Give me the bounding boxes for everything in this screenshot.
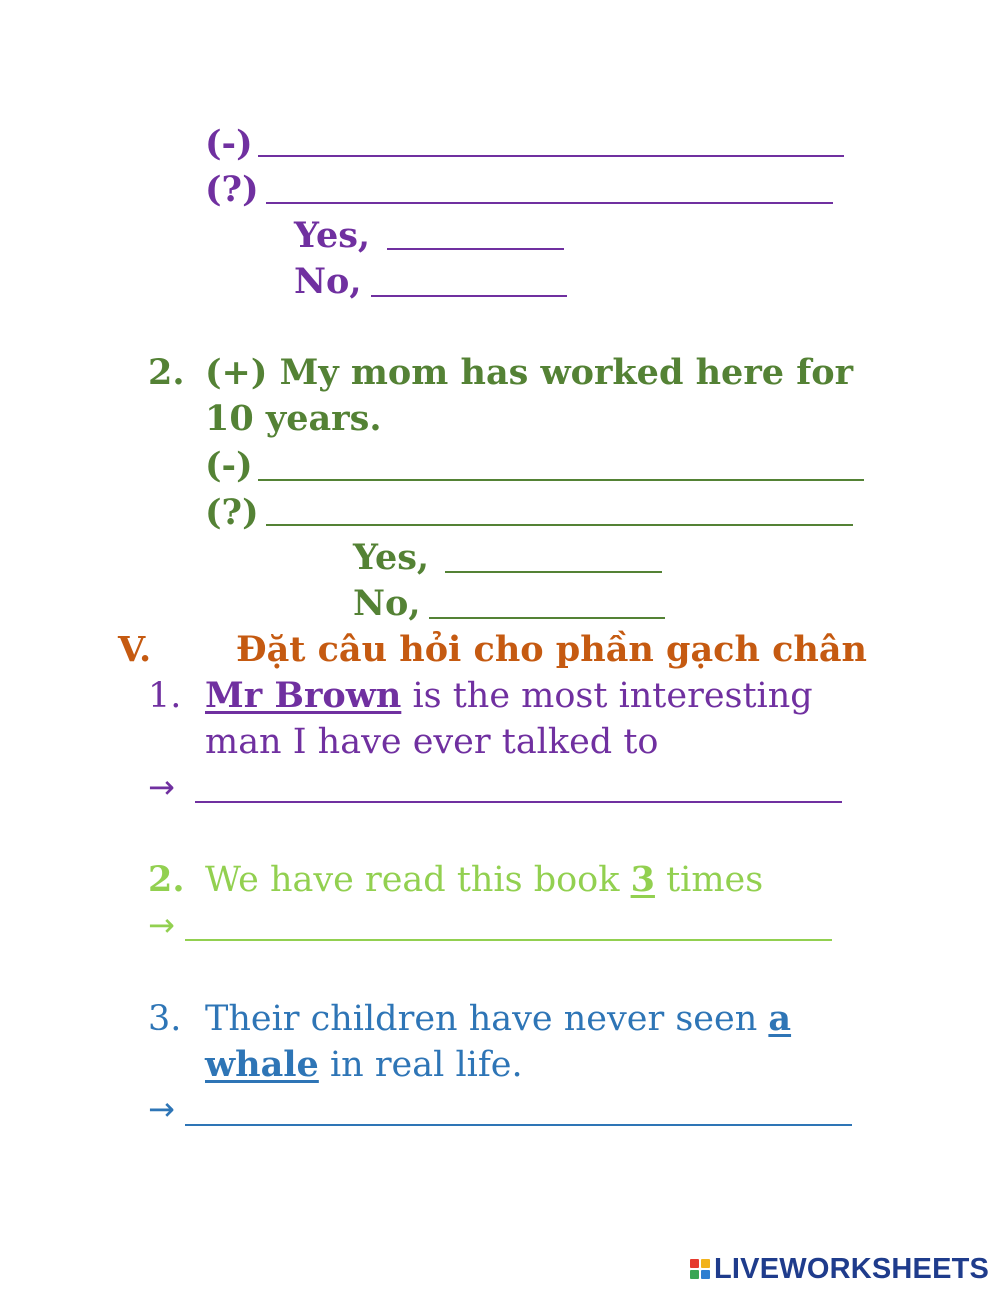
sentence-text: We have read this book bbox=[205, 860, 631, 900]
statement-line2: 10 years. bbox=[205, 398, 382, 439]
sentence-text: is the most interesting bbox=[401, 676, 813, 716]
logo-square bbox=[690, 1270, 699, 1279]
yes-label: Yes, bbox=[294, 215, 371, 256]
underlined-phrase: a bbox=[768, 998, 792, 1039]
arrow-icon: → bbox=[148, 768, 175, 806]
item-sentence bbox=[205, 857, 763, 903]
item-sentence-line1 bbox=[205, 673, 813, 719]
answer-line[interactable] bbox=[258, 479, 864, 481]
question-number: 2. bbox=[148, 352, 185, 393]
logo-icon bbox=[690, 1259, 710, 1279]
logo-square bbox=[701, 1270, 710, 1279]
section-title: Đặt câu hỏi cho phần gạch chân bbox=[236, 629, 868, 670]
item-number: 3. bbox=[148, 999, 182, 1039]
statement-line1: (+) My mom has worked here for bbox=[205, 352, 854, 393]
section-numeral: V. bbox=[118, 629, 152, 670]
no-label: No, bbox=[353, 583, 421, 624]
item-number: 2. bbox=[148, 859, 185, 900]
sentence-text: in real life. bbox=[318, 1045, 523, 1085]
answer-line[interactable] bbox=[266, 202, 833, 204]
logo-square bbox=[701, 1259, 710, 1268]
question-marker: (?) bbox=[205, 492, 259, 533]
answer-line[interactable] bbox=[195, 801, 842, 803]
underlined-phrase: Mr Brown bbox=[205, 675, 402, 716]
item-sentence-line2: man I have ever talked to bbox=[205, 722, 659, 762]
logo-text: LIVEWORKSHEETS bbox=[714, 1252, 990, 1285]
arrow-icon: → bbox=[148, 906, 175, 944]
underlined-phrase: whale bbox=[205, 1044, 319, 1085]
answer-line[interactable] bbox=[387, 248, 564, 250]
sentence-text: times bbox=[654, 860, 764, 900]
sentence-text: Their children have never seen bbox=[205, 999, 769, 1039]
answer-line[interactable] bbox=[371, 295, 567, 297]
answer-line[interactable] bbox=[185, 939, 832, 941]
item-sentence-line1 bbox=[205, 996, 791, 1042]
answer-line[interactable] bbox=[185, 1124, 852, 1126]
answer-line[interactable] bbox=[445, 571, 662, 573]
logo-square bbox=[690, 1259, 699, 1268]
question-marker: (?) bbox=[205, 169, 259, 210]
item-number: 1. bbox=[148, 676, 182, 716]
negative-marker: (-) bbox=[205, 123, 253, 164]
answer-line[interactable] bbox=[258, 155, 844, 157]
yes-label: Yes, bbox=[353, 537, 430, 578]
answer-line[interactable] bbox=[429, 617, 665, 619]
answer-line[interactable] bbox=[266, 524, 853, 526]
arrow-icon: → bbox=[148, 1090, 175, 1128]
underlined-phrase: 3 bbox=[630, 859, 655, 900]
no-label: No, bbox=[294, 261, 362, 302]
negative-marker: (-) bbox=[205, 445, 253, 486]
item-sentence-line2 bbox=[205, 1042, 523, 1088]
liveworksheets-logo[interactable] bbox=[690, 1252, 989, 1286]
